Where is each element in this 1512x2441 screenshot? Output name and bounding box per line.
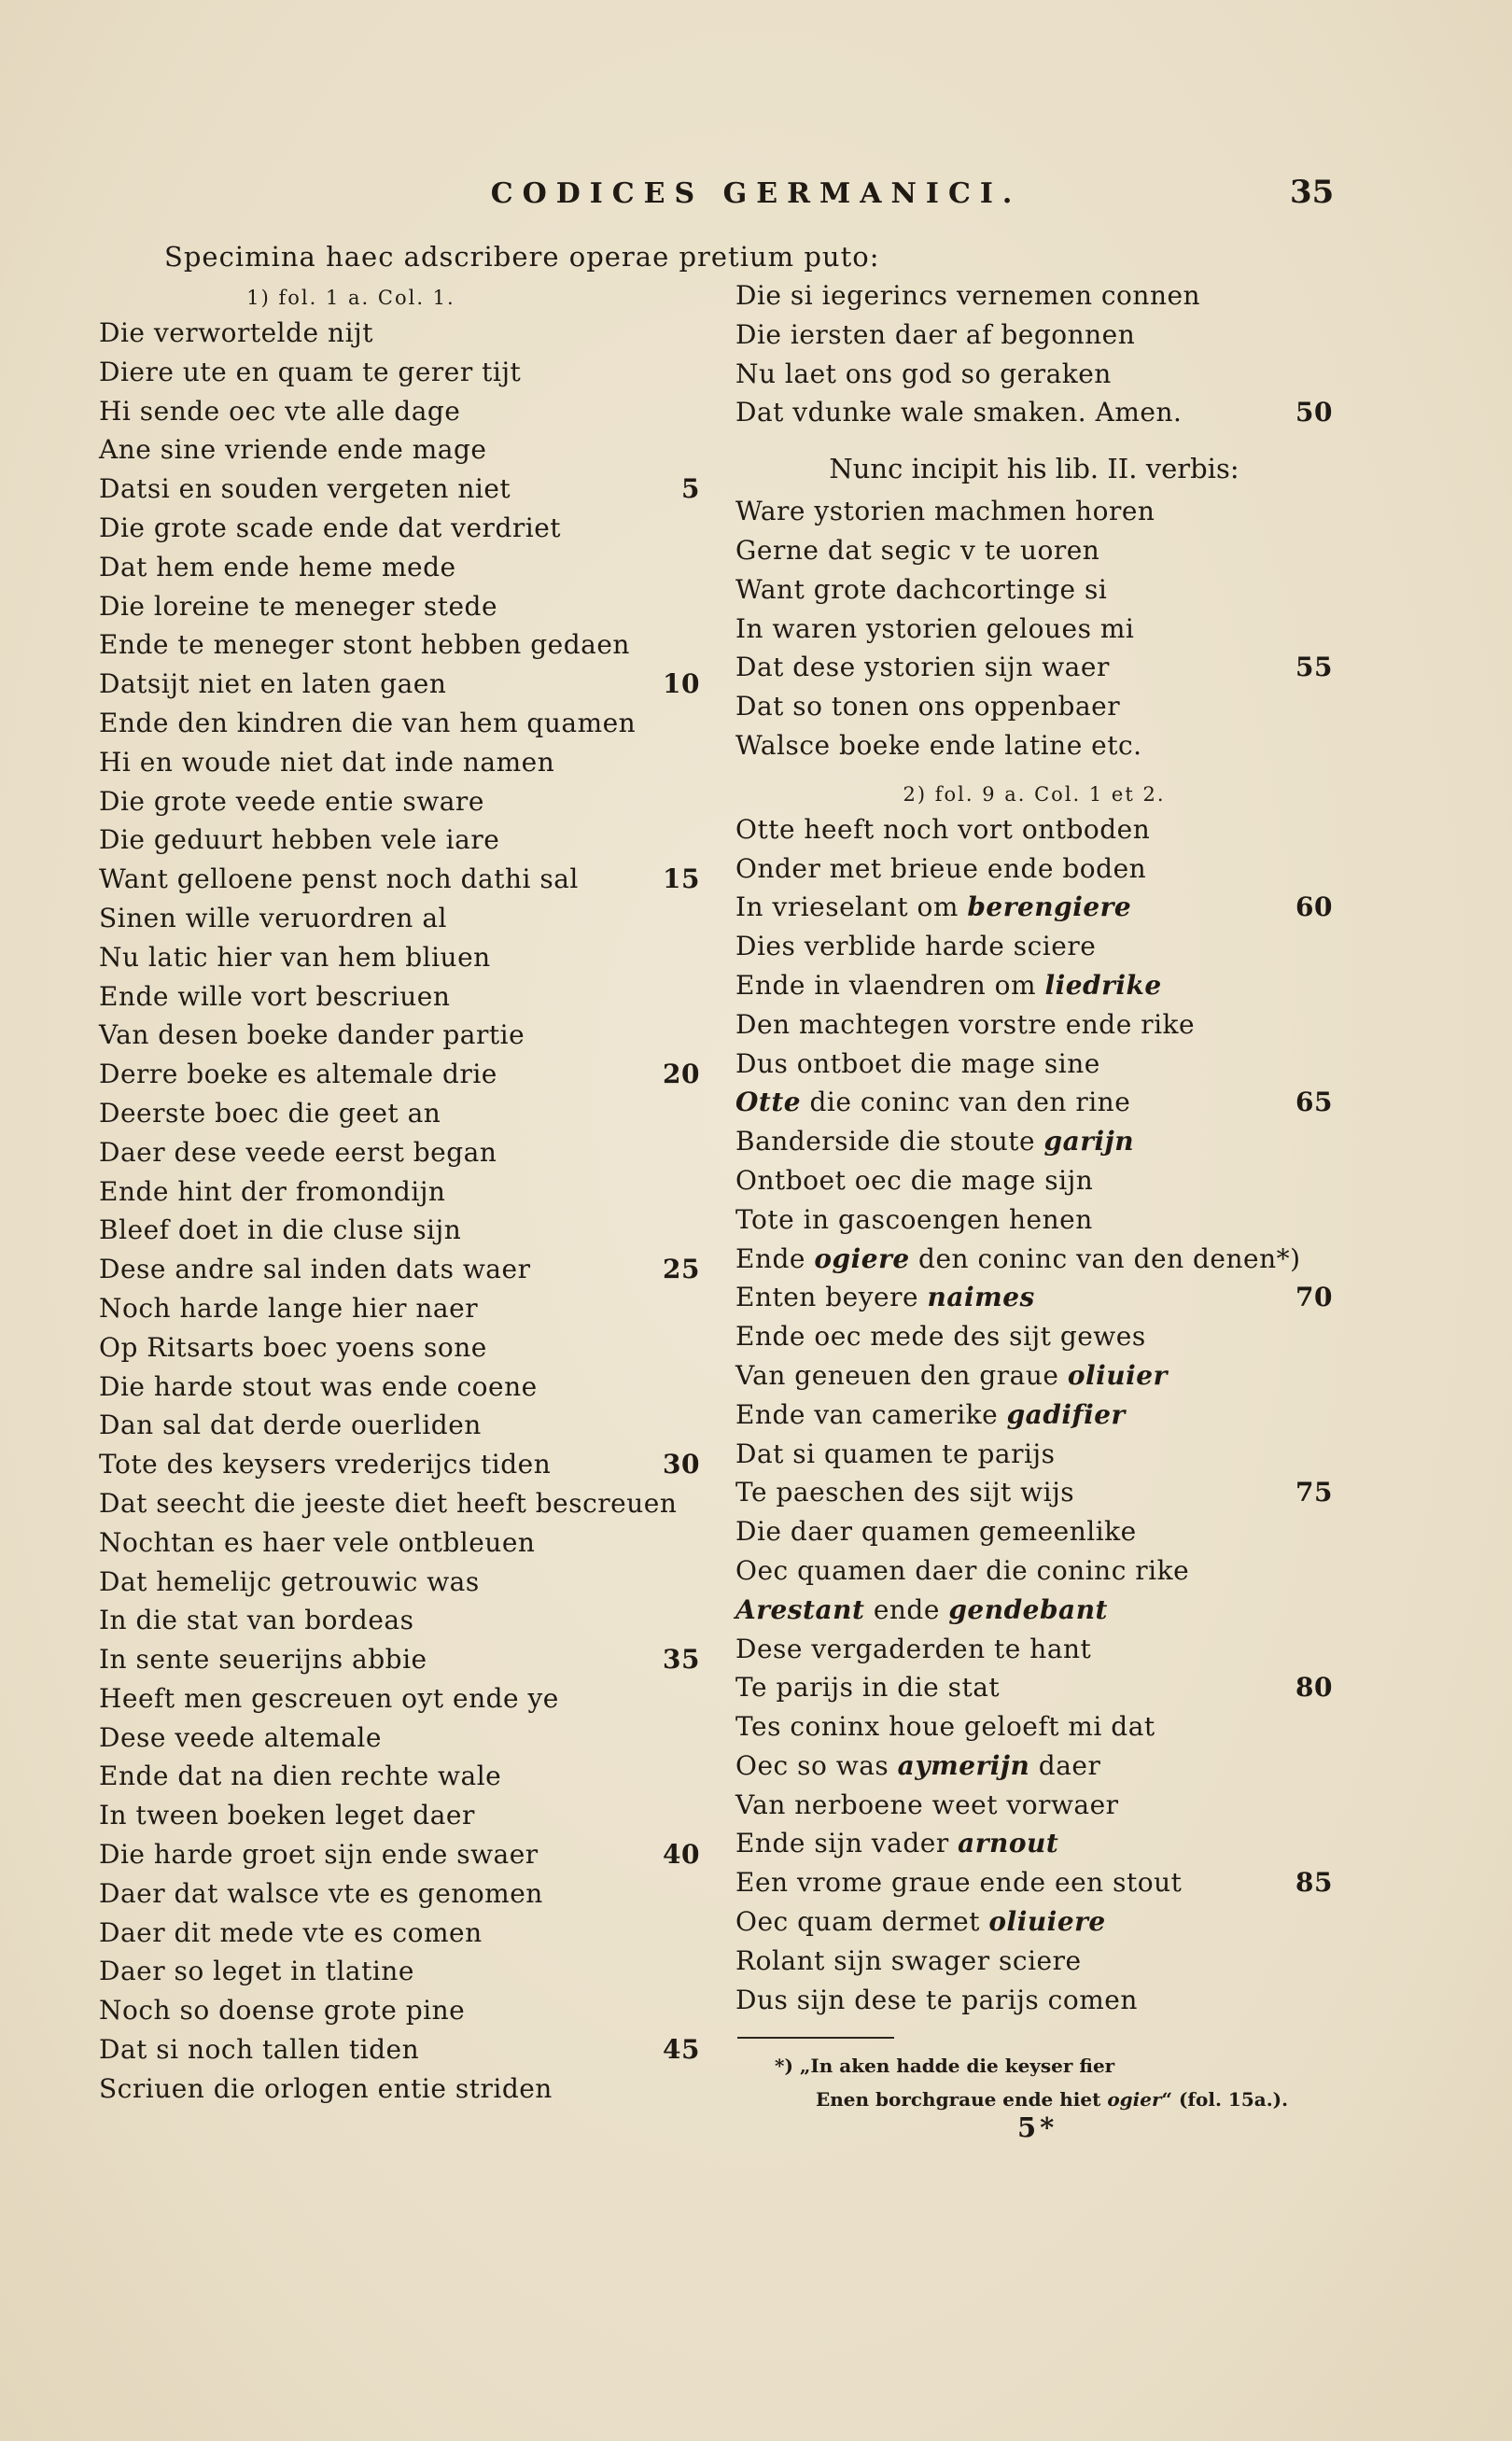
verse-line [735,1435,1333,1474]
verse-text: Derre boeke es altemale drie [99,1059,497,1090]
line-number: 10 [663,668,700,700]
left-column [99,282,715,2109]
verse-line [99,899,715,938]
verse-text: Dat vdunke wale smaken. Amen. [735,397,1183,428]
verse-text: Daer dese veede eerst began [99,1136,497,1168]
verse-line [99,1874,715,1914]
verse-name: liedrike [1044,969,1162,1001]
verse-line [735,687,1333,726]
verse-text: Deerste boec die geet an [99,1097,441,1129]
verse-line [99,743,715,782]
verse-text: Bleef doet in die cluse sijn [99,1214,462,1246]
verse-line [99,314,715,353]
verse-line [735,1747,1333,1786]
line-number: 50 [1295,397,1333,428]
verse-line [99,1484,715,1523]
verse-line [99,1523,715,1563]
verse-text: Gerne dat segic v te uoren [735,534,1100,566]
verse-name: oliuier [1067,1359,1168,1391]
signature-mark: 5* [1017,2111,1058,2143]
verse-text: Tes coninx houe geloeft mi dat [735,1711,1155,1743]
footnote-ref: “ (fol. 15a.). [1161,2088,1289,2111]
verse-text: Van desen boeke dander partie [99,1019,525,1051]
verse-text: Hi en woude niet dat inde namen [99,746,555,778]
verse-text: Den machtegen vorstre ende rike [735,1008,1196,1040]
footnote-rule [737,2037,894,2039]
verse-line [99,509,715,548]
verse-line [735,966,1333,1005]
verse-text: Ane sine vriende ende mage [99,434,487,466]
verse-text: Ende van camerike [735,1398,1007,1430]
verse-text: Onder met brieue ende boden [735,852,1147,884]
verse-line [735,1824,1333,1863]
verse-line [99,1796,715,1835]
verse-line [99,1835,715,1874]
verse-line [99,1250,715,1289]
verse-text: Die iersten daer af begonnen [735,318,1136,350]
verse-line [735,610,1333,649]
verse-text: Banderside die stoute [735,1126,1044,1157]
verse-text: daer [1029,1749,1101,1781]
verse-text: Dat dese ystorien sijn waer [735,652,1110,683]
footnote-line-1: *) „In aken hadde die keyser fier [775,2055,1115,2077]
verse-text: In die stat van bordeas [99,1605,414,1636]
verse-line [735,1240,1333,1279]
verse-line [735,355,1333,394]
verse-text: Nu latic hier van hem bliuen [99,941,491,973]
right-subheading: 2) fol. 9 a. Col. 1 et 2. [903,782,1166,806]
verse-text: Dese andre sal inden dats waer [99,1254,531,1285]
verse-text: Oec so was [735,1749,898,1781]
line-number: 25 [663,1254,700,1285]
left-subheading: 1) fol. 1 a. Col. 1. [246,287,455,309]
verse-line [99,1016,715,1055]
verse-text: In vrieselant om [735,891,968,923]
verse-text: Oec quam dermet [735,1906,989,1938]
verse-text: Ende [735,1242,815,1274]
verse-text: Dus ontboet die mage sine [735,1047,1100,1079]
verse-text: Ware ystorien machmen horen [735,496,1155,527]
verse-line [99,2030,715,2069]
verse-line [99,548,715,587]
verse-line [99,1640,715,1679]
verse-line [99,1991,715,2030]
verse-line [99,1679,715,1719]
verse-text: Ende den kindren die van hem quamen [99,707,637,738]
verse-text: den coninc van den denen*) [909,1242,1301,1274]
verse-text: Datsijt niet en laten gaen [99,668,447,700]
line-number: 85 [1295,1867,1333,1899]
verse-line [99,1719,715,1758]
verse-line [735,1591,1333,1630]
verse-text: Nu laet ons god so geraken [735,358,1112,389]
verse-text: Ontboet oec die mage sijn [735,1164,1094,1196]
verse-text: Die harde groet sijn ende swaer [99,1839,539,1871]
verse-name: Arestant [735,1593,865,1625]
verse-text: Dat so tonen ons oppenbaer [735,691,1121,722]
verse-line [99,430,715,470]
verse-text: In tween boeken leget daer [99,1800,475,1831]
verse-text: Want grote dachcortinge si [735,573,1108,605]
verse-line [99,704,715,743]
verse-text: Daer so leget in tlatine [99,1956,414,1987]
verse-text: Daer dit mede vte es comen [99,1916,483,1948]
verse-line [735,531,1333,570]
line-number: 80 [1295,1672,1333,1704]
verse-text: Die si iegerincs vernemen connen [735,280,1201,311]
verse-line [99,2069,715,2109]
verse-text: Want gelloene penst noch dathi sal [99,863,579,895]
verse-text: Dese vergaderden te hant [735,1633,1092,1664]
right-column [735,276,1333,2019]
verse-text: Otte heeft noch vort ontboden [735,813,1151,845]
verse-line [735,492,1333,531]
verse-text: Ende oec mede des sijt gewes [735,1321,1146,1353]
verse-text: Sinen wille veruordren al [99,902,447,933]
verse-line [735,927,1333,966]
verse-line [735,1786,1333,1825]
verse-line [735,1668,1333,1707]
verse-line [99,938,715,977]
verse-line [99,821,715,860]
verse-line [735,1396,1333,1435]
verse-text: Die grote scade ende dat verdriet [99,512,562,543]
line-number: 65 [1295,1087,1333,1118]
verse-line [99,1445,715,1484]
line-number: 5 [681,473,700,505]
line-number: 45 [663,2034,700,2066]
verse-line [735,1630,1333,1669]
line-number: 60 [1295,891,1333,923]
verse-text: ende [864,1593,949,1625]
verse-line [99,1055,715,1094]
verse-name: gendebant [948,1593,1108,1625]
spacer [735,765,1333,779]
verse-name: Otte [735,1087,802,1118]
verse-line [99,1094,715,1133]
verse-line [735,1122,1333,1161]
verse-line [99,1133,715,1172]
verse-name: gadifier [1006,1398,1126,1430]
verse-text: Van geneuen den graue [735,1359,1068,1391]
verse-text: Dies verblide harde sciere [735,931,1097,962]
verse-text: Een vrome graue ende een stout [735,1867,1183,1899]
line-number: 30 [663,1449,700,1480]
verse-line [99,1601,715,1640]
verse-line [99,1368,715,1407]
running-title: CODICES GERMANICI. [490,177,1022,210]
verse-text: In waren ystorien geloues mi [735,612,1135,644]
verse-text: Ende in vlaendren om [735,969,1045,1001]
verse-line [735,1902,1333,1942]
verse-text: Die grote veede entie sware [99,785,484,817]
verse-line [735,1045,1333,1084]
verse-text: Hi sende oec vte alle dage [99,395,461,427]
verse-text: Die loreine te meneger stede [99,590,498,622]
verse-line [99,782,715,821]
line-number: 55 [1295,652,1333,683]
verse-line [99,1563,715,1602]
verse-text: Dan sal dat derde ouerliden [99,1410,482,1441]
verse-text: Dat si quamen te parijs [735,1438,1056,1469]
verse-line [99,1211,715,1250]
verse-line [735,1981,1333,2020]
verse-text: Datsi en souden vergeten niet [99,473,511,505]
verse-text: In sente seuerijns abbie [99,1644,427,1676]
spacer [735,432,1333,445]
verse-text: Enten beyere [735,1282,928,1313]
verse-line [735,849,1333,889]
line-number: 75 [1295,1477,1333,1508]
verse-text: Tote in gascoengen henen [735,1203,1093,1235]
verse-text: Dat si noch tallen tiden [99,2034,420,2066]
verse-text: Ende te meneger stont hebben gedaen [99,629,630,661]
verse-line [735,1942,1333,1981]
verse-text: Dat hemelijc getrouwic was [99,1565,480,1597]
verse-text: Die daer quamen gemeenlike [735,1516,1137,1548]
verse-line [735,810,1333,849]
verse-line [735,570,1333,610]
verse-line [735,1005,1333,1045]
footnote-text: Enen borchgraue ende hiet [816,2088,1108,2111]
verse-line [99,625,715,665]
verse-text: Die harde stout was ende coene [99,1370,538,1402]
verse-line [99,587,715,626]
verse-line [99,860,715,899]
verse-name: ogiere [814,1242,910,1274]
verse-line [99,1952,715,1991]
verse-line [735,1512,1333,1551]
verse-text: Diere ute en quam te gerer tijt [99,356,522,387]
line-number: 15 [663,863,700,895]
verse-text: Nochtan es haer vele ontbleuen [99,1526,536,1558]
verse-line [735,1083,1333,1122]
verse-text: Walsce boeke ende latine etc. [735,729,1142,761]
book-two-heading: Nunc incipit his lib. II. verbis: [829,453,1239,485]
page-number: 35 [1290,174,1335,211]
verse-text: Van nerboene weet vorwaer [735,1789,1119,1820]
verse-line [99,1757,715,1796]
verse-line [735,726,1333,765]
verse-text: Ende wille vort bescriuen [99,980,451,1012]
verse-line [99,1914,715,1953]
verse-line [735,393,1333,432]
footnote-italic: ogier [1107,2088,1162,2111]
verse-line [99,470,715,509]
verse-line [99,1289,715,1328]
verse-text: Die verwortelde nijt [99,317,373,348]
verse-text: Noch so doense grote pine [99,1995,466,2027]
line-number: 70 [1295,1282,1333,1313]
verse-line [99,1406,715,1445]
verse-line [735,1200,1333,1240]
verse-line [735,276,1333,316]
verse-text: Dus sijn dese te parijs comen [735,1984,1138,2015]
verse-text: Op Ritsarts boec yoens sone [99,1331,487,1363]
verse-text: Te parijs in die stat [735,1672,1001,1704]
verse-text: Dat hem ende heme mede [99,551,456,582]
verse-text: Scriuen die orlogen entie striden [99,2072,553,2104]
verse-line [99,665,715,704]
verse-name: garijn [1043,1126,1135,1157]
verse-text: Heeft men gescreuen oyt ende ye [99,1682,559,1714]
footnote [775,2049,1288,2116]
verse-line [735,1473,1333,1512]
verse-line [735,1161,1333,1200]
line-number: 40 [663,1839,700,1871]
verse-line [99,1328,715,1368]
verse-text: Ende hint der fromondijn [99,1175,446,1207]
verse-line [735,888,1333,927]
line-number: 20 [663,1059,700,1090]
verse-line [99,353,715,392]
verse-text: Noch harde lange hier naer [99,1292,479,1324]
line-number: 35 [663,1644,700,1676]
verse-text: Die geduurt hebben vele iare [99,824,500,856]
verse-line [735,1707,1333,1747]
verse-text: Tote des keysers vrederijcs tiden [99,1449,552,1480]
verse-text: Ende dat na dien rechte wale [99,1761,502,1792]
verse-line [735,1278,1333,1317]
verse-text: Daer dat walsce vte es genomen [99,1877,543,1909]
verse-line [735,1356,1333,1396]
verse-line [99,1172,715,1212]
verse-line [99,977,715,1017]
verse-line [735,1317,1333,1356]
verse-line [99,392,715,431]
verse-name: oliuiere [988,1906,1106,1938]
verse-text: Te paeschen des sijt wijs [735,1477,1075,1508]
verse-text: Oec quamen daer die coninc rike [735,1554,1190,1586]
verse-text: Dat seecht die jeeste diet heeft bescreuen [99,1487,678,1519]
verse-name: aymerijn [897,1749,1030,1781]
verse-line [735,648,1333,687]
verse-text: Ende sijn vader [735,1828,959,1859]
verse-text: die coninc van den rine [801,1087,1131,1118]
verse-line [735,1863,1333,1902]
verse-line [735,1551,1333,1591]
verse-text: Rolant sijn swager sciere [735,1944,1082,1976]
verse-line [735,316,1333,355]
verse-text: Dese veede altemale [99,1721,382,1753]
verse-name: naimes [927,1282,1035,1313]
verse-name: arnout [958,1828,1059,1859]
verse-name: berengiere [967,891,1132,923]
intro-sentence: Specimina haec adscribere operae pretium puto: [164,241,880,273]
